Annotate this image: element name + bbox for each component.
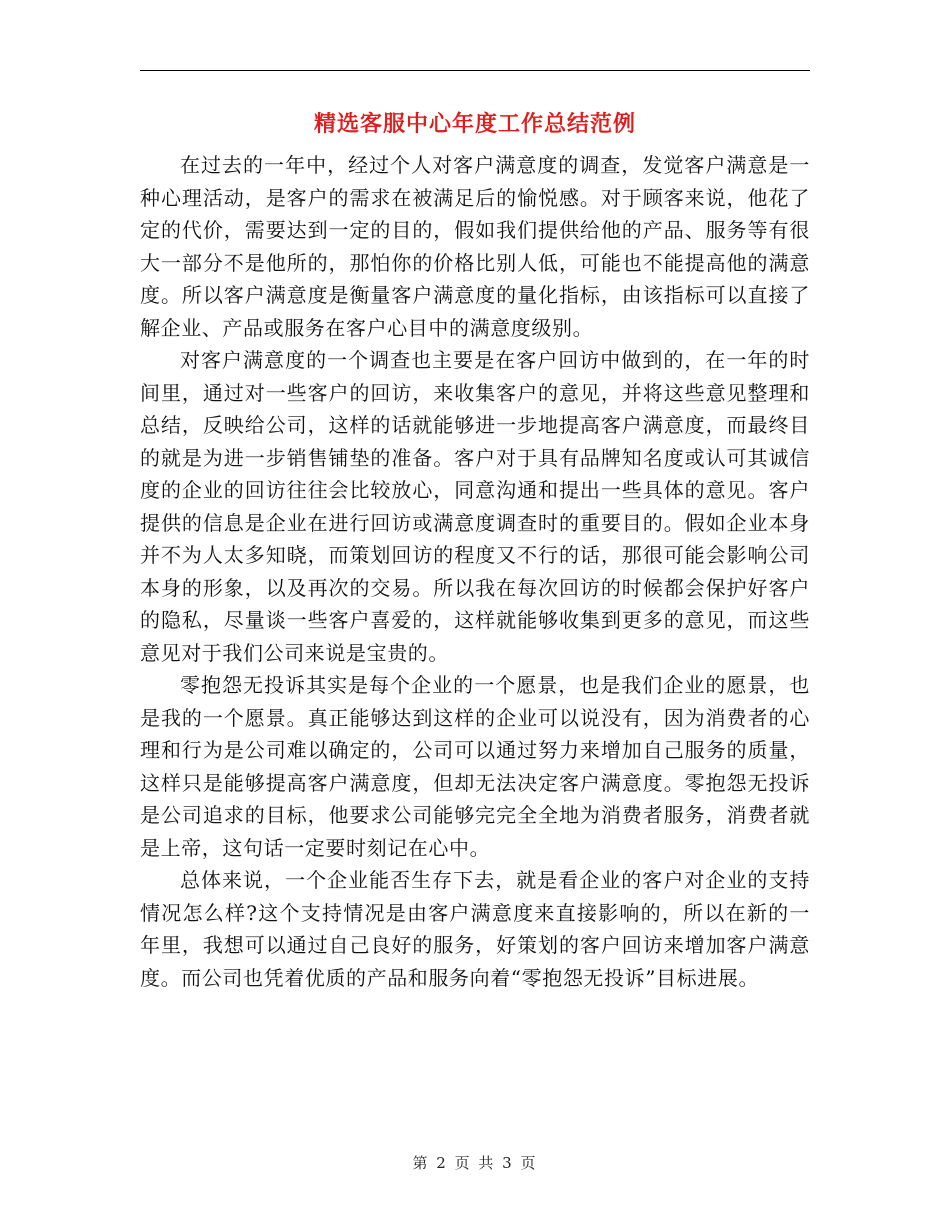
page-number-footer: 第 2 页 共 3 页 [412,1154,538,1172]
document-title: 精选客服中心年度工作总结范例 [313,111,636,137]
paragraph-1: 在过去的一年中，经过个人对客户满意度的调查，发觉客户满意是一种心理活动，是客户的需求在被满足后的愉悦感。对于顾客来说，他花了定的代价，需要达到一定的目的，假如我们提供给他的产品、服务等有很大一部分不是他所的，那怕你的价格比别人低，可能也不能提高他的满意度。所以客户满意度是衡量客户满意度的量化指标，由该指标可以直接了解企业、产品或服务在客户心目中的满意度级别。 [140,153,810,340]
paragraph-4: 总体来说，一个企业能否生存下去，就是看企业的客户对企业的支持情况怎么样?这个支持情况是由客户满意度来直接影响的，所以在新的一年里，我想可以通过自己良好的服务，好策划的客户回访来增加客户满意度。而公司也凭着优质的产品和服务向着“零抱怨无投诉”目标进展。 [140,868,810,990]
paragraph-3: 零抱怨无投诉其实是每个企业的一个愿景，也是我们企业的愿景，也是我的一个愿景。真正能够达到这样的企业可以说没有，因为消费者的心理和行为是公司难以确定的，公司可以通过努力来增加自己服务的质量，这样只是能够提高客户满意度，但却无法决定客户满意度。零抱怨无投诉是公司追求的目标，他要求公司能够完完全全地为消费者服务，消费者就是上帝，这句话一定要时刻记在心中。 [140,673,810,860]
paragraph-2: 对客户满意度的一个调查也主要是在客户回访中做到的，在一年的时间里，通过对一些客户的回访，来收集客户的意见，并将这些意见整理和总结，反映给公司，这样的话就能够进一步地提高客户满意度，而最终目的就是为进一步销售铺垫的准备。客户对于具有品牌知名度或认可其诚信度的企业的回访往往会比较放心，同意沟通和提出一些具体的意见。客户提供的信息是企业在进行回访或满意度调查时的重要目的。假如企业本身并不为人太多知晓，而策划回访的程度又不行的话，那很可能会影响公司本身的形象，以及再次的交易。所以我在每次回访的时候都会保护好客户的隐私，尽量谈一些客户喜爱的，这样就能够收集到更多的意见，而这些意见对于我们公司来说是宝贵的。 [140,348,810,665]
header-rule [140,70,810,71]
document-body [140,149,810,994]
